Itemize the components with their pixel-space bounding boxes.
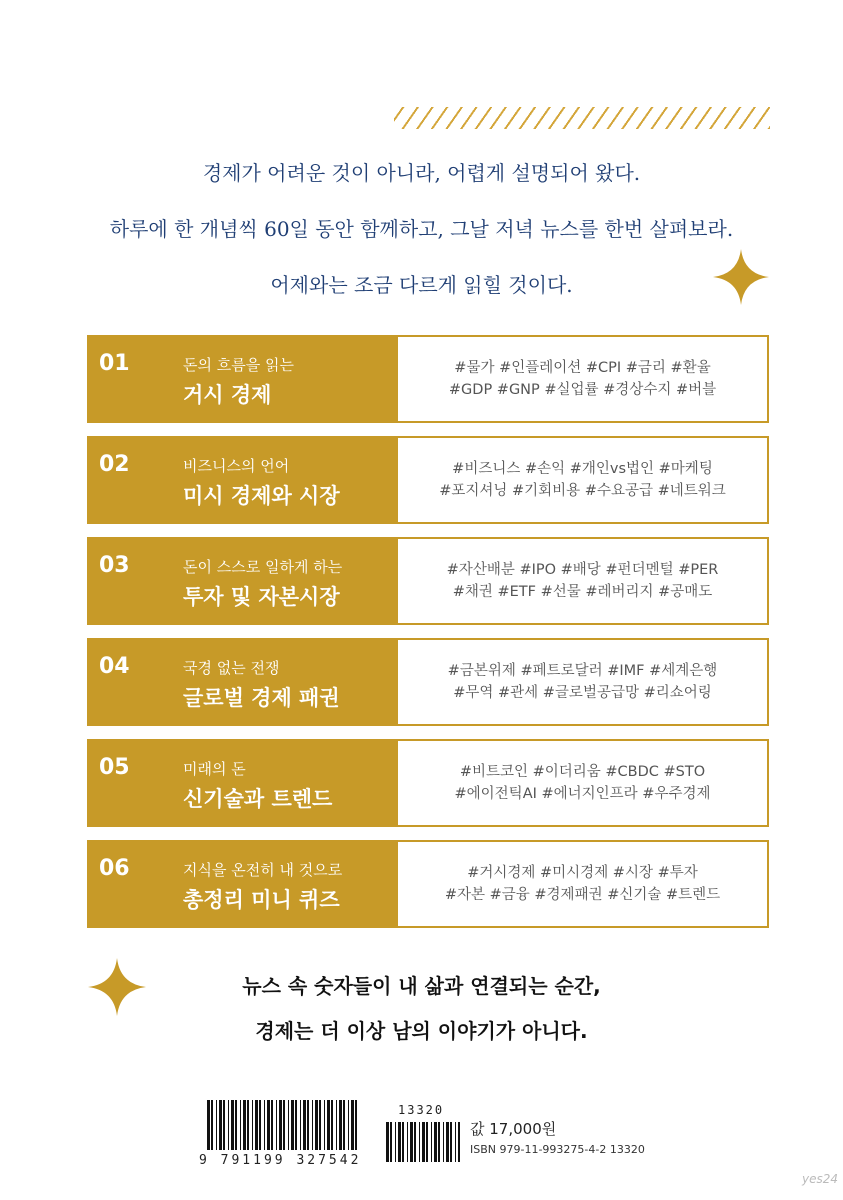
section-subtitle: 국경 없는 전쟁 [183,659,280,677]
section-tags-line-2: #무역 #관세 #글로벌공급망 #리쇼어링 [453,685,712,701]
section-tags-line-2: #GDP #GNP #실업률 #경상수지 #버블 [448,382,717,398]
section-tags-block [398,739,769,827]
section-tags-line-1: #물가 #인플레이션 #CPI #금리 #환율 [454,360,711,376]
section-subtitle: 미래의 돈 [183,760,246,778]
section-title: 신기술과 트렌드 [183,787,333,811]
section-subtitle: 돈이 스스로 일하게 하는 [183,558,343,576]
section-tags-line-2: #포지셔닝 #기회비용 #수요공급 #네트워크 [439,483,726,499]
section-label-block [87,335,398,423]
section-row [87,436,770,524]
section-row [87,739,770,827]
sparkle-star-icon [713,249,769,305]
section-tags-line-2: #채권 #ETF #선물 #레버리지 #공매도 [452,584,713,600]
section-label-block [87,537,398,625]
section-number: 05 [99,755,130,780]
intro-line-2: 하루에 한 개념씩 60일 동안 함께하고, 그날 저녁 뉴스를 한번 살펴보라. [109,217,734,241]
section-label-block [87,840,398,928]
closing-line-2: 경제는 더 이상 남의 이야기가 아니다. [255,1019,588,1043]
section-title: 투자 및 자본시장 [183,585,340,609]
isbn-barcode [207,1100,357,1150]
section-tags-line-1: #금본위제 #페트로달러 #IMF #세계은행 [447,663,718,679]
section-tags-line-1: #비트코인 #이더리움 #CBDC #STO [459,764,706,780]
section-tags-line-1: #비즈니스 #손익 #개인vs법인 #마케팅 [452,461,713,477]
section-subtitle: 비즈니스의 언어 [183,457,290,475]
section-title: 미시 경제와 시장 [183,484,340,508]
section-tags-block [398,335,769,423]
intro-line-3: 어제와는 조금 다르게 읽힐 것이다. [270,273,573,297]
closing-text [0,970,843,1060]
addon-barcode [386,1122,460,1162]
section-tags-block [398,638,769,726]
addon-code: 13320 [398,1103,445,1117]
section-label-block [87,739,398,827]
section-tags-line-2: #자본 #금융 #경제패권 #신기술 #트렌드 [444,887,721,903]
section-tags-block [398,436,769,524]
section-subtitle: 지식을 온전히 내 것으로 [183,861,343,879]
decorative-stripes [394,107,770,129]
section-label-block [87,638,398,726]
section-tags-block [398,537,769,625]
section-tags-line-1: #거시경제 #미시경제 #시장 #투자 [467,865,698,881]
section-title: 총정리 미니 퀴즈 [183,888,340,912]
isbn-digits: 9 791199 327542 [199,1153,362,1168]
intro-line-1: 경제가 어려운 것이 아니라, 어렵게 설명되어 왔다. [202,161,641,185]
section-row [87,537,770,625]
section-number: 01 [99,351,130,376]
section-tags-line-1: #자산배분 #IPO #배당 #펀더멘털 #PER [446,562,719,578]
section-number: 03 [99,553,130,578]
section-row [87,638,770,726]
section-subtitle: 돈의 흐름을 읽는 [183,356,294,374]
price-label: 값 17,000원 [470,1120,557,1138]
section-title: 글로벌 경제 패권 [183,686,340,710]
isbn-text: ISBN 979-11-993275-4-2 13320 [470,1143,645,1156]
section-number: 02 [99,452,130,477]
section-tags-block [398,840,769,928]
section-number: 04 [99,654,130,679]
section-row [87,335,770,423]
section-number: 06 [99,856,130,881]
section-row [87,840,770,928]
watermark: yes24 [802,1172,839,1186]
section-label-block [87,436,398,524]
closing-line-1: 뉴스 속 숫자들이 내 삶과 연결되는 순간, [242,974,601,998]
section-tags-line-2: #에이전틱AI #에너지인프라 #우주경제 [454,786,711,802]
section-title: 거시 경제 [183,383,272,407]
